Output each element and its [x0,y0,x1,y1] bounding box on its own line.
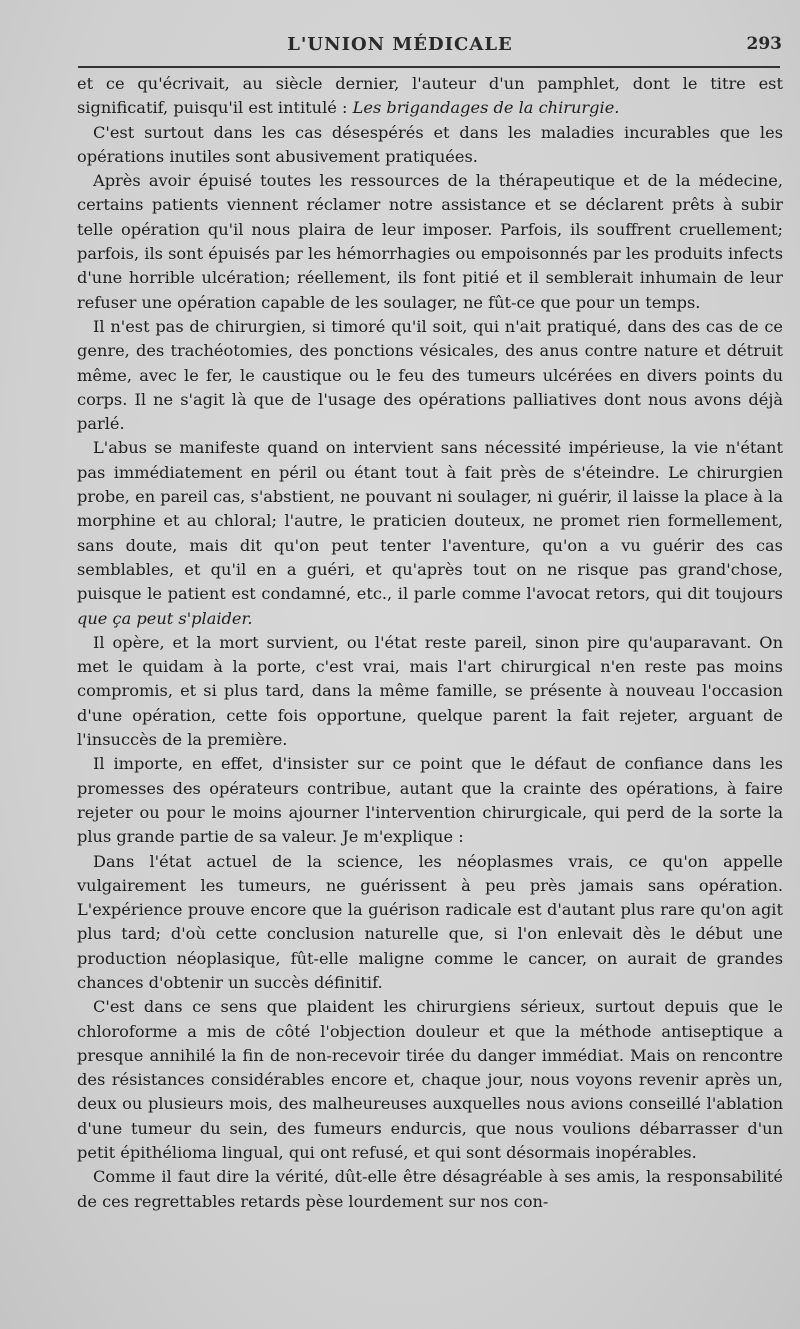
paragraph-8-text: Dans l'état actuel de la science, les néoplasmes vrais, ce qu'on appelle vulgairement les tumeurs, ne guérissent à peu près jamais sans opération. L'expérience prouve encore que la guérison radicale est d'autant plus rare qu'on agit plus tard; d'où cette conclusion naturelle que, si l'on enlevait dès le début une production néoplasique, fût-elle maligne comme le cancer, on aurait de grandes chances d'obtenir un succès définitif. [77,851,783,992]
paragraph-6 [77,631,783,752]
header-rule [78,66,780,68]
paragraph-9 [77,995,783,1165]
paragraph-7 [77,752,783,849]
page-number: 293 [746,34,782,54]
paragraph-1-text: et ce qu'écrivait, au siècle dernier, l'auteur d'un pamphlet, dont le titre est significatif, puisqu'il est intitulé : [77,74,783,118]
paragraph-8 [77,850,783,996]
paragraph-10-text: Comme il faut dire la vérité, dût-elle être désagréable à ses amis, la responsabilité de ces regrettables retards pèse lourdement sur nos con- [77,1167,783,1211]
paragraph-9-text: C'est dans ce sens que plaident les chirurgiens sérieux, surtout depuis que le chloroforme a mis de côté l'objection douleur et que la méthode antiseptique a presque annihilé la fin de non-recevoir tirée du danger immédiat. Mais on rencontre des résistances considérables encore et, chaque jour, nous voyons revenir après un, deux ou plusieurs mois, des malheureuses auxquelles nous avions conseillé l'ablation d'une tumeur du sein, des fumeurs endurcis, que nous voulions débarrasser d'un petit épithélioma lingual, qui ont refusé, et qui sont désormais inopérables. [77,997,783,1163]
paragraph-2-text: C'est surtout dans les cas désespérés et dans les maladies incurables que les opérations inutiles sont abusivement pratiquées. [77,122,783,166]
paragraph-5 [77,436,783,630]
paragraph-4 [77,315,783,436]
paragraph-3 [77,169,783,315]
paragraph-4-text: Il n'est pas de chirurgien, si timoré qu'il soit, qui n'ait pratiqué, dans des cas de ce genre, des trachéotomies, des ponctions vésicales, des anus contre nature et détruit même, avec le fer, le caustique ou le feu des tumeurs ulcérées en divers points du corps. Il ne s'agit là que de l'usage des opérations palliatives dont nous avons déjà parlé. [77,316,783,434]
paragraph-5-text: L'abus se manifeste quand on intervient sans nécessité impérieuse, la vie n'étant pas immédiatement en péril ou étant tout à fait près de s'éteindre. Le chirurgien probe, en pareil cas, s'abstient, ne pouvant ni soulager, ni guérir, il laisse la place à la morphine et au chloral; l'autre, le praticien douteux, ne promet rien formellement, sans doute, mais dit qu'on peut tenter l'aventure, qu'on a vu guérir des cas semblables, et qu'il en a guéri, et qu'après tout on ne risque pas grand'chose, puisque le patient est condamné, etc., il parle comme l'avocat retors, qui dit toujours [77,438,783,604]
running-title: L'UNION MÉDICALE [287,34,513,55]
page-header [0,30,800,70]
paragraph-1 [77,72,783,121]
paragraph-2 [77,121,783,170]
paragraph-3-text: Après avoir épuisé toutes les ressources de la thérapeutique et de la médecine, certains patients viennent réclamer notre assistance et se déclarent prêts à subir telle opération qu'il nous plaira de leur imposer. Parfois, ils souffrent cruellement; parfois, ils sont épuisés par les hémorrhagies ou empoisonnés par les produits infects d'une horrible ulcération; réellement, ils font pitié et il semblerait inhumain de leur refuser une opération capable de les soulager, ne fût-ce que pour un temps. [77,171,783,312]
body-text [77,72,783,1214]
paragraph-10 [77,1165,783,1214]
paragraph-6-text: Il opère, et la mort survient, ou l'état reste pareil, sinon pire qu'auparavant. On met le quidam à la porte, c'est vrai, mais l'art chirurgical n'en reste pas moins compromis, et si plus tard, dans la même famille, se présente à nouveau l'occasion d'une opération, cette fois opportune, quelque parent la fait rejeter, arguant de l'insuccès de la première. [77,632,783,750]
paragraph-7-text: Il importe, en effet, d'insister sur ce point que le défaut de confiance dans les promesses des opérateurs contribue, autant que la crainte des opérations, à faire rejeter ou pour le moins ajourner l'intervention chirurgicale, qui perd de la sorte la plus grande partie de sa valeur. Je m'explique : [77,754,783,847]
italic-quote: que ça peut s'plaider. [77,608,253,628]
pamphlet-title: Les brigandages de la chirurgie. [352,98,620,118]
